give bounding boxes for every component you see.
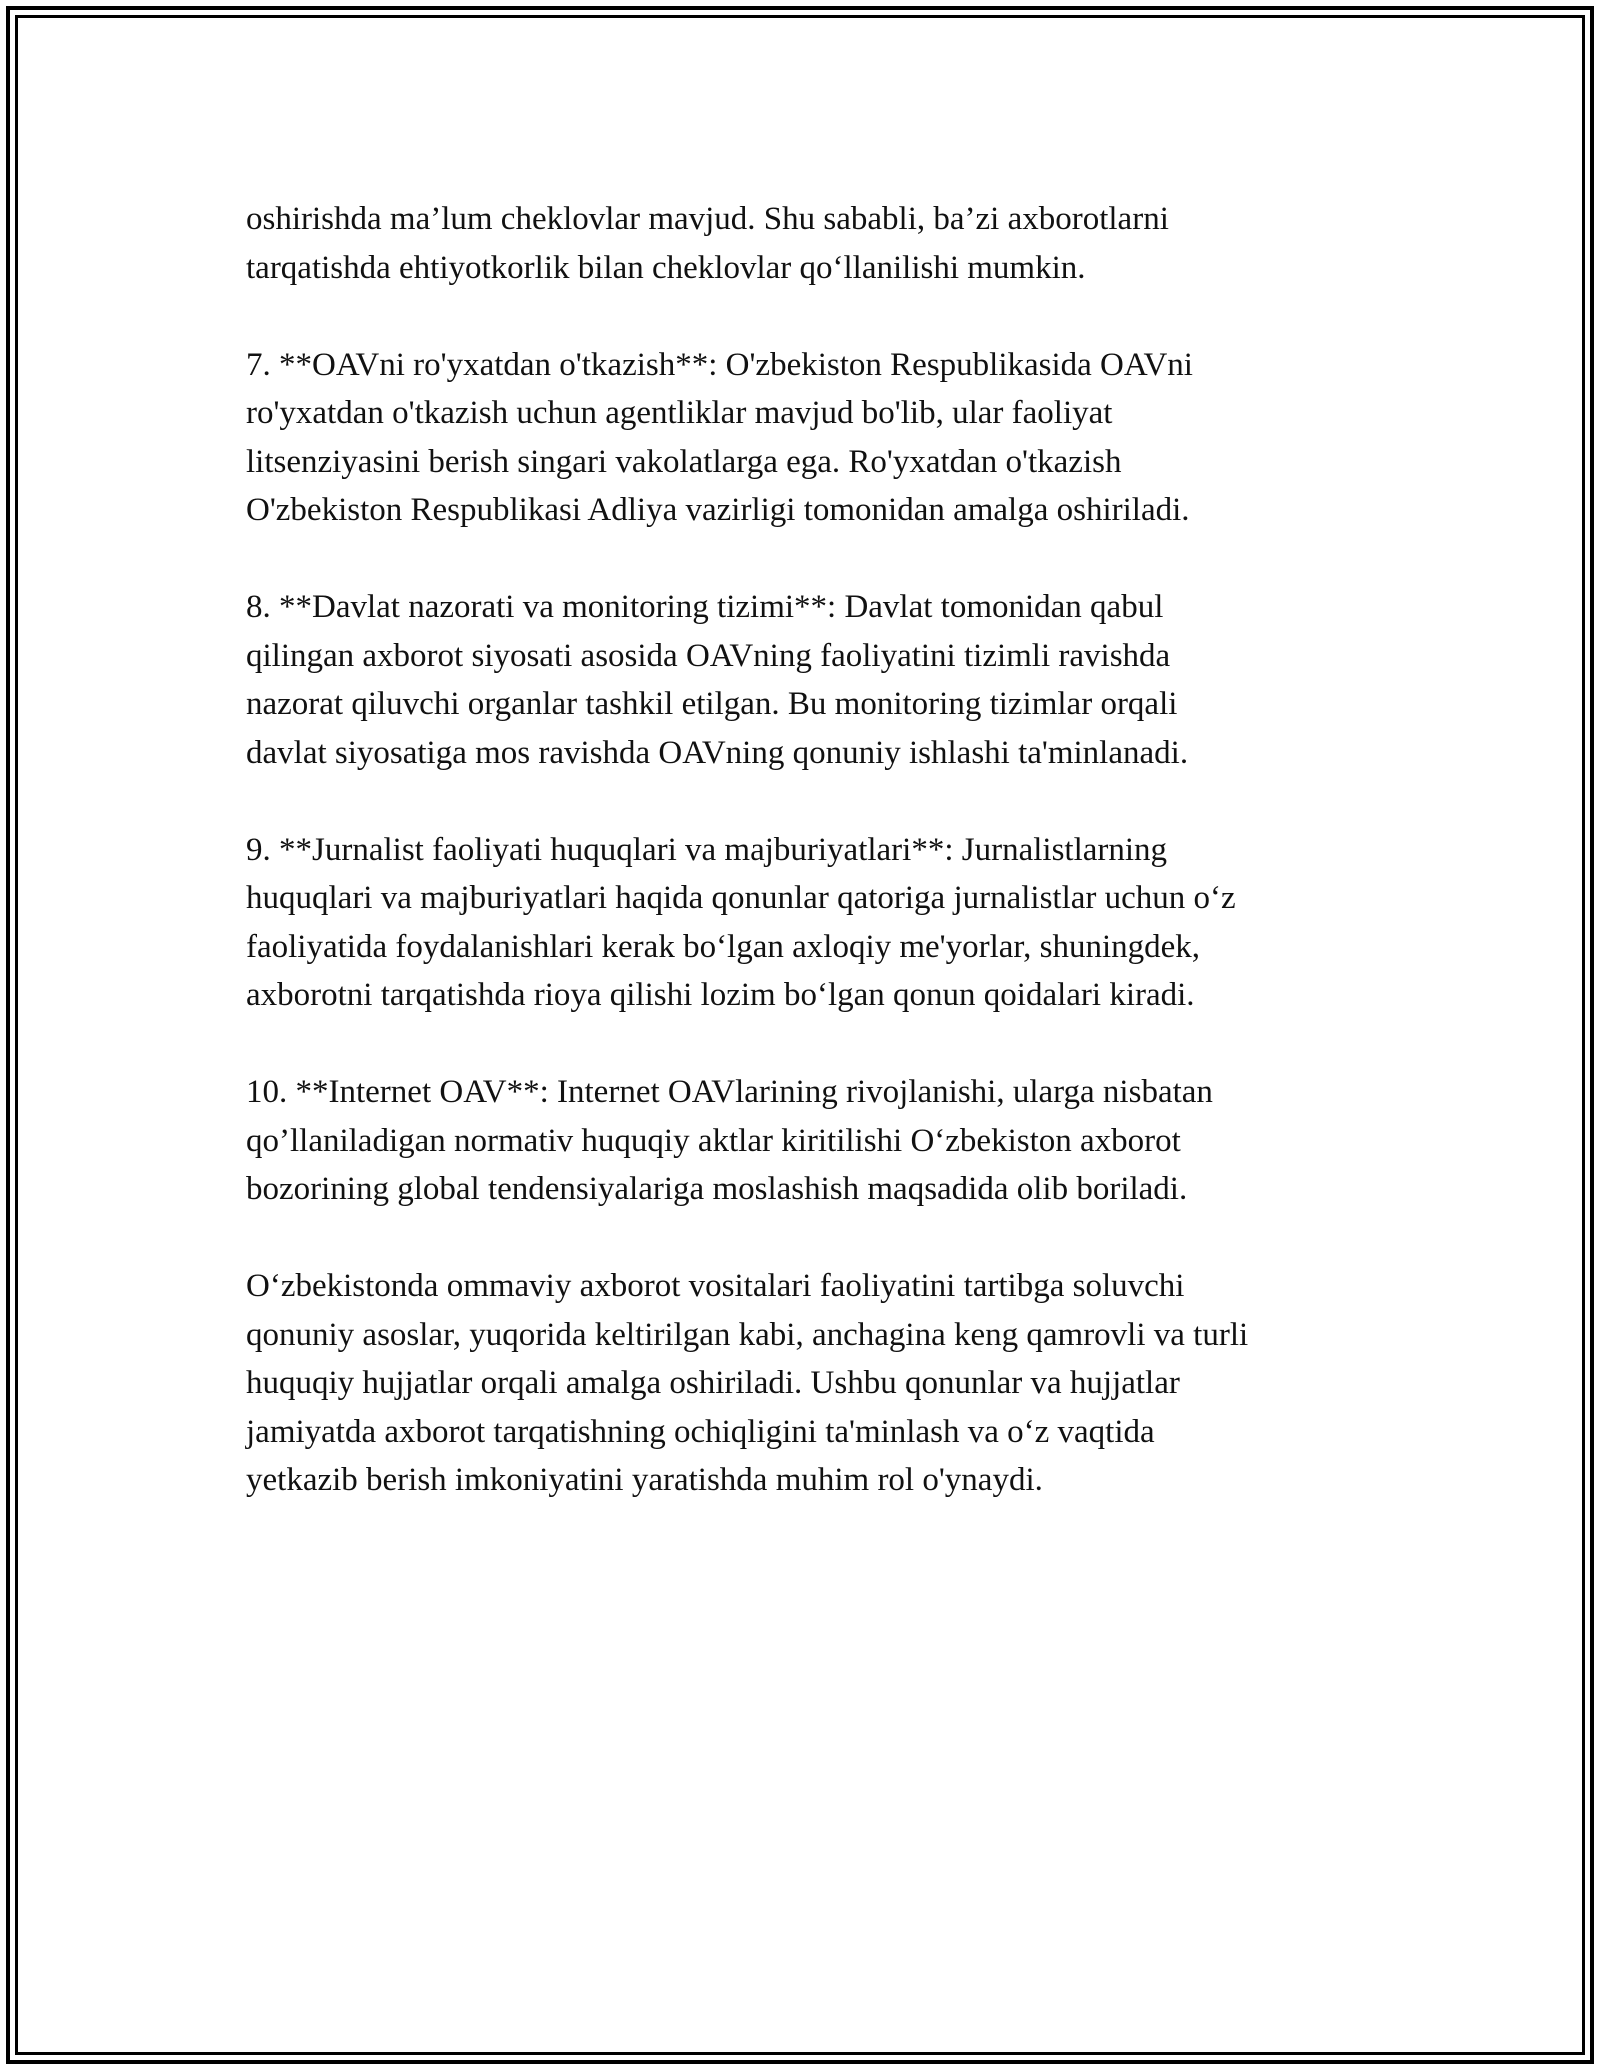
paragraph-item-8 bbox=[246, 583, 1376, 777]
text-line: O‘zbekistonda ommaviy axborot vositalari faoliyatini tartibga soluvchi bbox=[246, 1268, 1185, 1304]
text-line: litsenziyasini berish singari vakolatlarga ega. Ro'yxatdan o'tkazish bbox=[246, 443, 1122, 480]
text-line: 10. **Internet OAV**: Internet OAVlarining rivojlanishi, ularga nisbatan bbox=[246, 1074, 1213, 1110]
text-line: oshirishda ma’lum cheklovlar mavjud. Shu sababli, ba’zi axborotlarni bbox=[246, 201, 1169, 237]
text-line: davlat siyosatiga mos ravishda OAVning qonuniy ishlashi ta'minlanadi. bbox=[246, 734, 1189, 771]
text-line: tarqatishda ehtiyotkorlik bilan cheklovlar qo‘llanilishi mumkin. bbox=[246, 249, 1086, 286]
text-line: 7. **OAVni ro'yxatdan o'tkazish**: O'zbekiston Respublikasida OAVni bbox=[246, 346, 1193, 383]
paragraph-item-9 bbox=[246, 826, 1376, 1020]
text-line: 9. **Jurnalist faoliyati huquqlari va majburiyatlari**: Jurnalistlarning bbox=[246, 831, 1168, 868]
text-line: nazorat qiluvchi organlar tashkil etilgan. Bu monitoring tizimlar orqali bbox=[246, 686, 1178, 722]
text-line: O'zbekiston Respublikasi Adliya vazirligi tomonidan amalga oshiriladi. bbox=[246, 492, 1190, 528]
text-line: yetkazib berish imkoniyatini yaratishda muhim rol o'ynaydi. bbox=[246, 1462, 1043, 1498]
paragraph-item-7 bbox=[246, 341, 1376, 535]
text-line: huquqlari va majburiyatlari haqida qonunlar qatoriga jurnalistlar uchun o‘z bbox=[246, 880, 1236, 916]
document-page bbox=[6, 6, 1594, 2064]
text-line: qonuniy asoslar, yuqorida keltirilgan kabi, anchagina keng qamrovli va turli bbox=[246, 1316, 1249, 1353]
paragraph-conclusion bbox=[246, 1262, 1376, 1505]
text-line: axborotni tarqatishda rioya qilishi lozim bo‘lgan qonun qoidalari kiradi. bbox=[246, 977, 1195, 1013]
text-line: faoliyatida foydalanishlari kerak bo‘lgan axloqiy me'yorlar, shuningdek, bbox=[246, 928, 1201, 965]
document-body bbox=[246, 195, 1376, 1553]
paragraph-continuation bbox=[246, 195, 1376, 292]
text-line: qilingan axborot siyosati asosida OAVning faoliyatini tizimli ravishda bbox=[246, 637, 1171, 674]
text-line: qo’llaniladigan normativ huquqiy aktlar kiritilishi O‘zbekiston axborot bbox=[246, 1122, 1181, 1159]
text-line: jamiyatda axborot tarqatishning ochiqligini ta'minlash va o‘z vaqtida bbox=[246, 1413, 1155, 1450]
text-line: 8. **Davlat nazorati va monitoring tizimi**: Davlat tomonidan qabul bbox=[246, 589, 1164, 625]
text-line: huquqiy hujjatlar orqali amalga oshiriladi. Ushbu qonunlar va hujjatlar bbox=[246, 1365, 1180, 1401]
text-line: ro'yxatdan o'tkazish uchun agentliklar mavjud bo'lib, ular faoliyat bbox=[246, 395, 1113, 431]
paragraph-item-10 bbox=[246, 1068, 1376, 1214]
text-line: bozorining global tendensiyalariga moslashish maqsadida olib boriladi. bbox=[246, 1171, 1188, 1207]
